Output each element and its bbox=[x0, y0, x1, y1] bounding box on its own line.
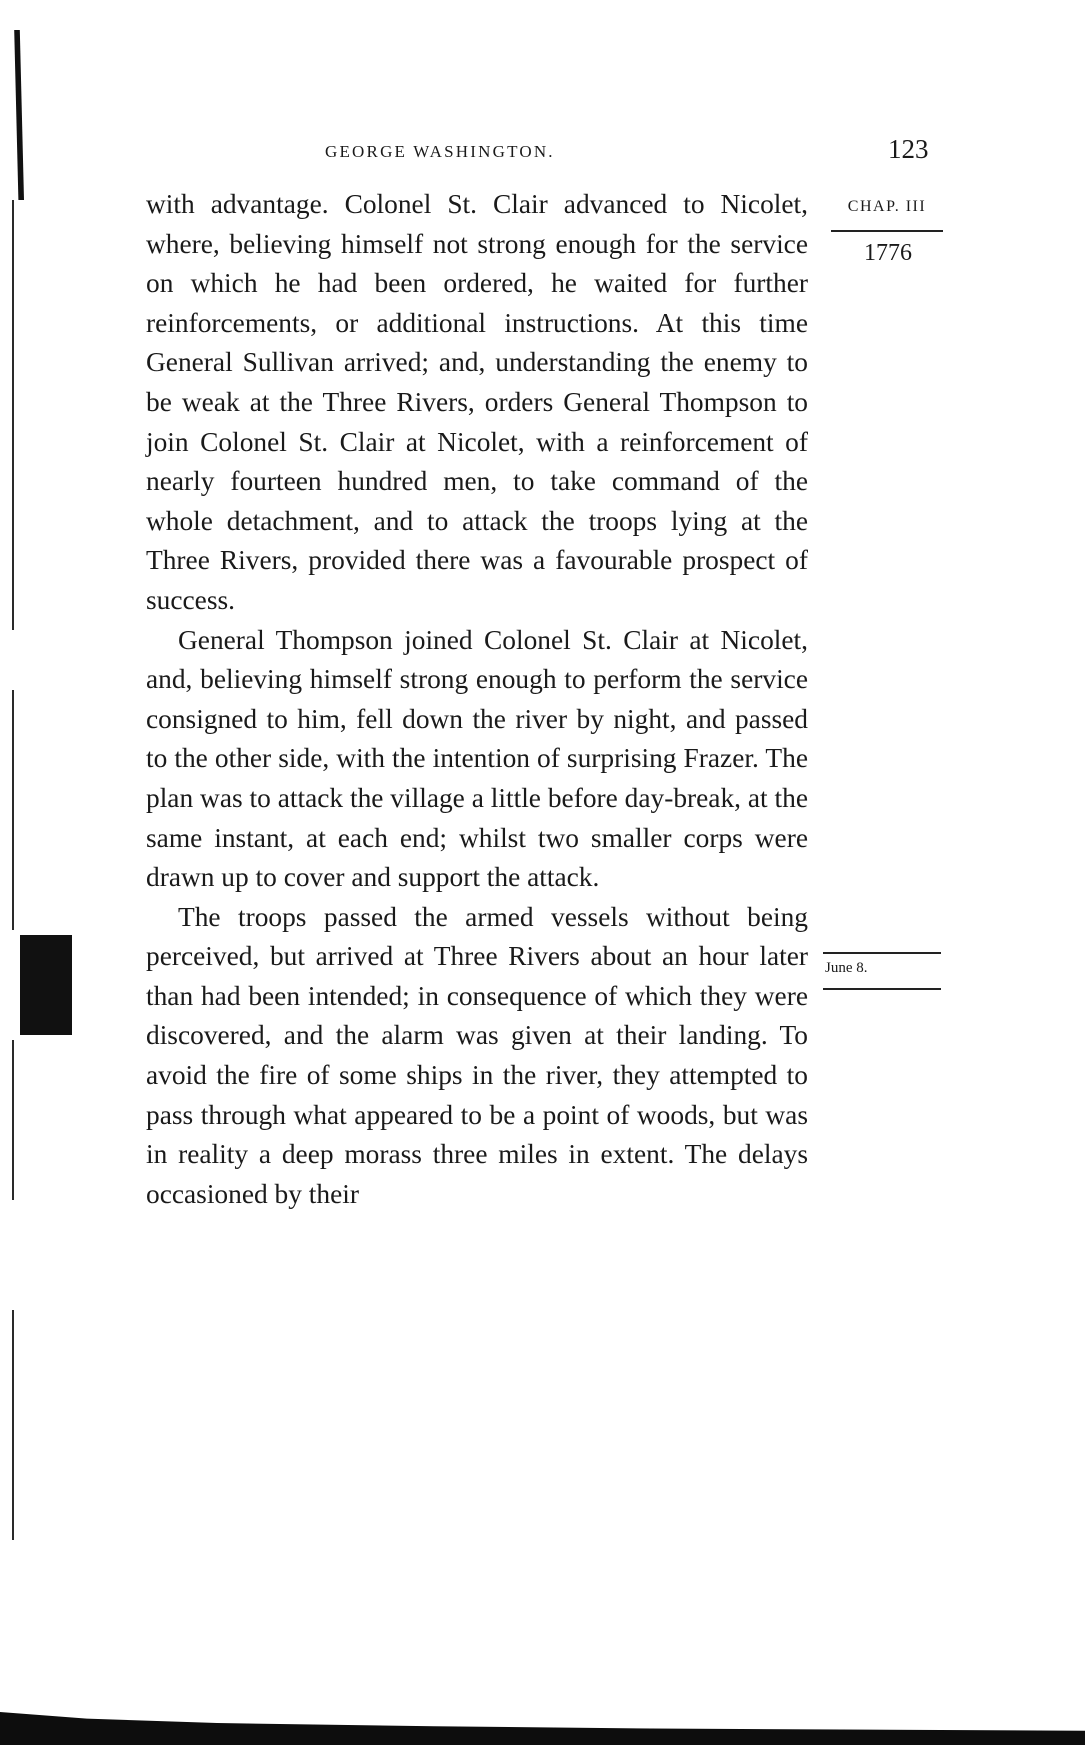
paragraph: with advantage. Colonel St. Clair advanced to Nicolet, where, believing himself not strong enough for the service on which he had been ordered, he waited for further reinforcements, or additional instructions. At this time General Sullivan arrived; and, understanding the enemy to be weak at the Three Rivers, orders General Thompson to join Colonel St. Clair at Nicolet, with a reinforcement of nearly fourteen hundred men, to take command of the whole detachment, and to attack the troops lying at the Three Rivers, provided there was a favourable prospect of success. bbox=[146, 189, 808, 615]
binding-edge-line bbox=[12, 1310, 14, 1540]
body-text bbox=[146, 185, 808, 1214]
running-title: GEORGE WASHINGTON. bbox=[325, 142, 555, 161]
bottom-page-shadow bbox=[0, 1690, 1085, 1745]
year-sidenote: 1776 bbox=[864, 240, 912, 266]
sidenote-rule bbox=[823, 988, 941, 990]
sidenote-rule bbox=[831, 230, 943, 232]
chapter-sidenote: CHAP. III bbox=[847, 198, 927, 215]
sidenote-rule bbox=[823, 952, 941, 954]
binding-edge-line bbox=[12, 1040, 14, 1200]
paragraph: General Thompson joined Colonel St. Clair at Nicolet, and, believing himself strong enough to perform the service consigned to him, fell down the river by night, and passed to the other side, with the intention of surprising Frazer. The plan was to attack the village a little before day-break, at the same instant, at each end; whilst two smaller corps were drawn up to cover and support the attack. bbox=[146, 624, 808, 893]
binding-edge-line bbox=[12, 690, 14, 930]
date-sidenote: June 8. bbox=[825, 960, 868, 976]
page-number: 123 bbox=[888, 134, 929, 164]
paragraph: The troops passed the armed vessels without being perceived, but arrived at Three Rivers about an hour later than had been intended; in consequence of which they were discovered, and the alarm was given at their landing. To avoid the fire of some ships in the river, they attempted to pass through what appeared to be a point of woods, but was in reality a deep morass three miles in extent. The delays occasioned by their bbox=[146, 901, 808, 1209]
binding-shadow-top bbox=[10, 30, 24, 200]
binding-shadow-mid bbox=[20, 935, 72, 1035]
binding-edge-line bbox=[12, 200, 14, 630]
